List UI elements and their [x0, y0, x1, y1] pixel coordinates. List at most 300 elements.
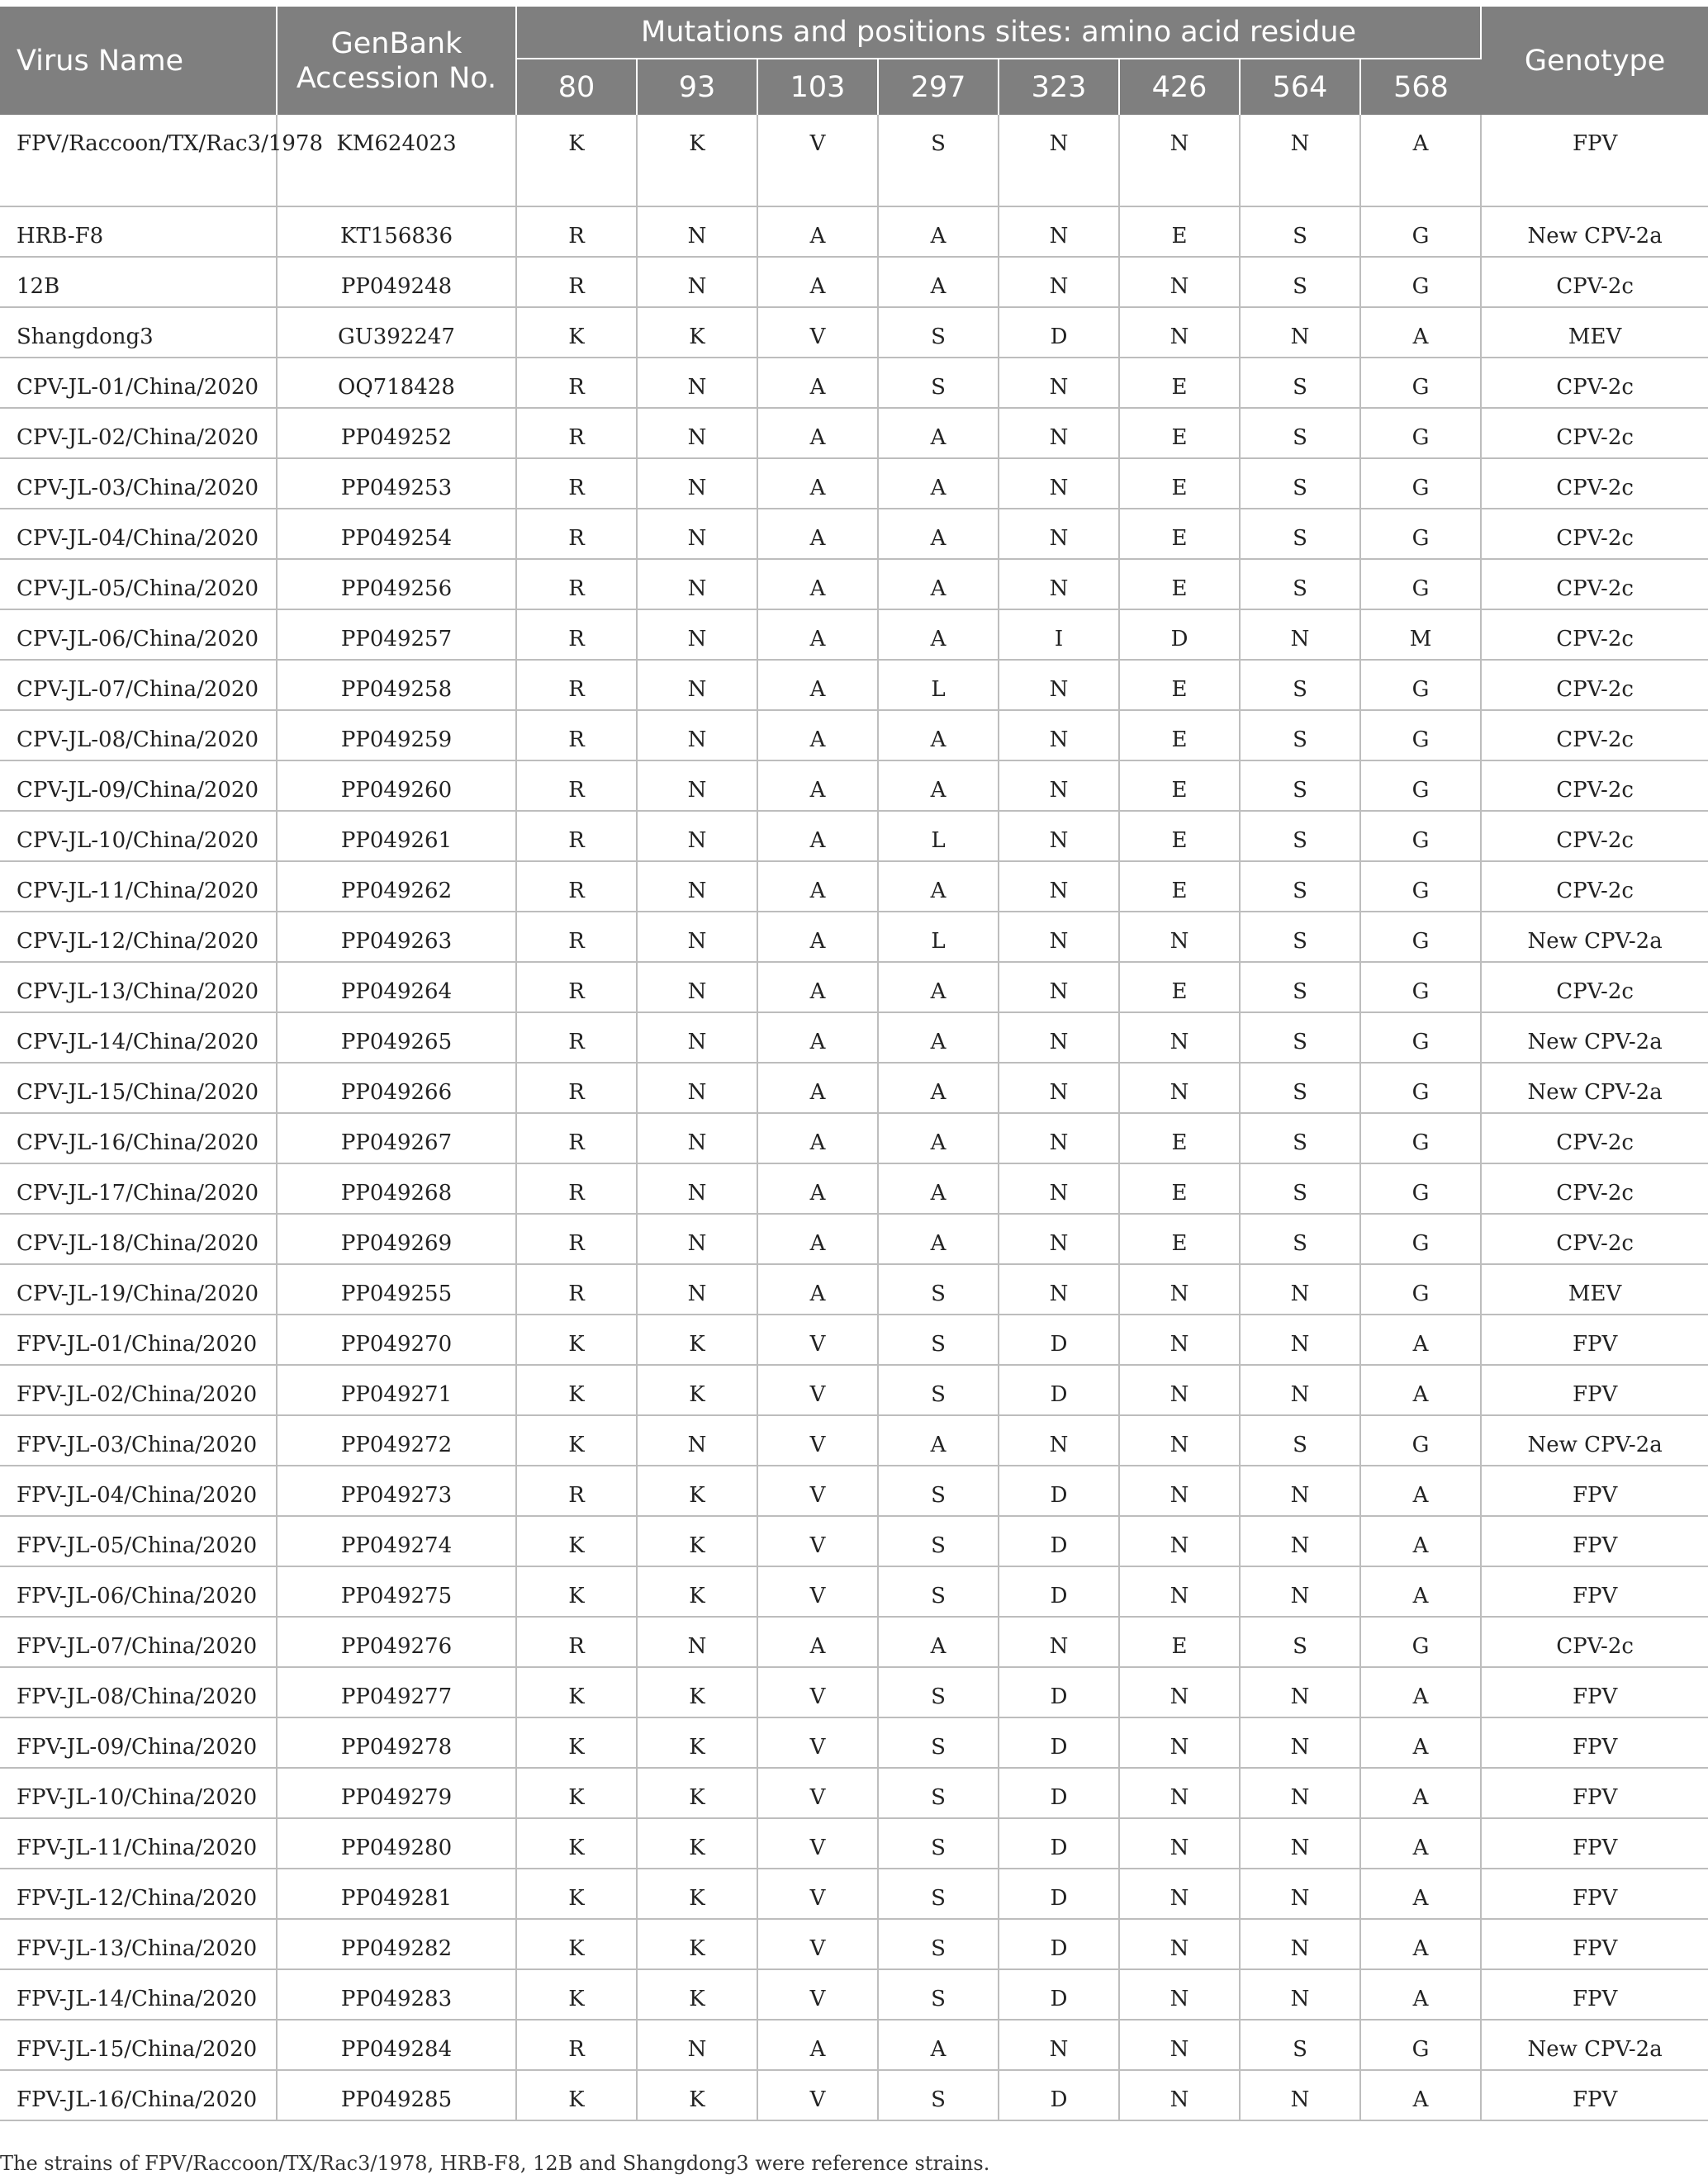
- residue-cell: K: [516, 1717, 637, 1768]
- residue-cell: S: [878, 115, 999, 206]
- residue-cell: A: [878, 1063, 999, 1113]
- residue-cell: E: [1119, 811, 1240, 861]
- residue-cell: S: [878, 1919, 999, 1969]
- residue-cell: M: [1360, 609, 1481, 660]
- residue-cell: A: [757, 912, 878, 962]
- residue-cell: E: [1119, 458, 1240, 509]
- residue-cell: G: [1360, 559, 1481, 609]
- residue-cell: A: [757, 660, 878, 710]
- virus-name-cell: CPV-JL-04/China/2020: [0, 509, 277, 559]
- residue-cell: E: [1119, 358, 1240, 408]
- residue-cell: V: [757, 1365, 878, 1415]
- table-row: [0, 1214, 1708, 1264]
- residue-cell: I: [999, 609, 1119, 660]
- residue-cell: N: [637, 458, 757, 509]
- residue-cell: S: [1240, 206, 1360, 257]
- virus-name-cell: CPV-JL-09/China/2020: [0, 760, 277, 811]
- header-position: 93: [637, 59, 757, 115]
- residue-cell: V: [757, 1516, 878, 1566]
- residue-cell: N: [1240, 1516, 1360, 1566]
- virus-name-cell: Shangdong3: [0, 307, 277, 358]
- residue-cell: S: [878, 1818, 999, 1869]
- residue-cell: S: [1240, 1012, 1360, 1063]
- genotype-cell: CPV-2c: [1481, 660, 1708, 710]
- residue-cell: R: [516, 1113, 637, 1163]
- residue-cell: A: [1360, 115, 1481, 206]
- residue-cell: S: [1240, 1163, 1360, 1214]
- residue-cell: S: [878, 1566, 999, 1617]
- residue-cell: R: [516, 1012, 637, 1063]
- table-row: [0, 358, 1708, 408]
- accession-cell: PP049276: [277, 1617, 516, 1667]
- residue-cell: E: [1119, 206, 1240, 257]
- table-row: [0, 307, 1708, 358]
- table-row: [0, 115, 1708, 206]
- accession-cell: PP049271: [277, 1365, 516, 1415]
- residue-cell: A: [878, 458, 999, 509]
- residue-cell: K: [516, 115, 637, 206]
- table-row: [0, 1617, 1708, 1667]
- genotype-cell: FPV: [1481, 1768, 1708, 1818]
- accession-cell: PP049272: [277, 1415, 516, 1466]
- genotype-cell: CPV-2c: [1481, 760, 1708, 811]
- genotype-cell: New CPV-2a: [1481, 1063, 1708, 1113]
- residue-cell: R: [516, 660, 637, 710]
- genotype-cell: FPV: [1481, 1315, 1708, 1365]
- residue-cell: G: [1360, 660, 1481, 710]
- residue-cell: E: [1119, 1617, 1240, 1667]
- residue-cell: E: [1119, 1163, 1240, 1214]
- residue-cell: A: [1360, 1516, 1481, 1566]
- accession-cell: PP049269: [277, 1214, 516, 1264]
- accession-cell: PP049267: [277, 1113, 516, 1163]
- virus-name-cell: CPV-JL-06/China/2020: [0, 609, 277, 660]
- accession-cell: PP049273: [277, 1466, 516, 1516]
- residue-cell: K: [637, 307, 757, 358]
- residue-cell: N: [1240, 1667, 1360, 1717]
- residue-cell: K: [637, 1315, 757, 1365]
- residue-cell: A: [757, 509, 878, 559]
- header-mutations-group: Mutations and positions sites: amino acid residue: [516, 7, 1481, 59]
- residue-cell: N: [637, 1617, 757, 1667]
- genotype-cell: CPV-2c: [1481, 811, 1708, 861]
- residue-cell: N: [999, 660, 1119, 710]
- residue-cell: K: [637, 1818, 757, 1869]
- table-row: [0, 609, 1708, 660]
- residue-cell: V: [757, 2070, 878, 2120]
- residue-cell: A: [1360, 1768, 1481, 1818]
- accession-cell: PP049248: [277, 257, 516, 307]
- residue-cell: A: [878, 710, 999, 760]
- residue-cell: V: [757, 1969, 878, 2020]
- residue-cell: K: [637, 1919, 757, 1969]
- residue-cell: A: [757, 458, 878, 509]
- residue-cell: A: [878, 257, 999, 307]
- residue-cell: N: [637, 1415, 757, 1466]
- virus-name-cell: CPV-JL-13/China/2020: [0, 962, 277, 1012]
- residue-cell: N: [999, 458, 1119, 509]
- residue-cell: R: [516, 358, 637, 408]
- residue-cell: N: [999, 206, 1119, 257]
- accession-cell: PP049263: [277, 912, 516, 962]
- accession-cell: PP049283: [277, 1969, 516, 2020]
- residue-cell: E: [1119, 1214, 1240, 1264]
- header-position: 568: [1360, 59, 1481, 115]
- genotype-cell: FPV: [1481, 1667, 1708, 1717]
- residue-cell: G: [1360, 1264, 1481, 1315]
- residue-cell: S: [878, 1315, 999, 1365]
- residue-cell: N: [1119, 1818, 1240, 1869]
- table-row: [0, 1717, 1708, 1768]
- genotype-cell: MEV: [1481, 307, 1708, 358]
- residue-cell: A: [1360, 1969, 1481, 2020]
- residue-cell: A: [878, 861, 999, 912]
- table-row: [0, 1516, 1708, 1566]
- residue-cell: K: [637, 1566, 757, 1617]
- residue-cell: R: [516, 1264, 637, 1315]
- residue-cell: G: [1360, 1063, 1481, 1113]
- residue-cell: N: [1119, 1415, 1240, 1466]
- virus-name-cell: FPV-JL-07/China/2020: [0, 1617, 277, 1667]
- residue-cell: K: [516, 1516, 637, 1566]
- genotype-cell: CPV-2c: [1481, 358, 1708, 408]
- virus-name-cell: FPV-JL-15/China/2020: [0, 2020, 277, 2070]
- table-row: [0, 509, 1708, 559]
- residue-cell: N: [637, 257, 757, 307]
- virus-name-cell: CPV-JL-07/China/2020: [0, 660, 277, 710]
- residue-cell: N: [1240, 1869, 1360, 1919]
- residue-cell: N: [999, 861, 1119, 912]
- residue-cell: R: [516, 1214, 637, 1264]
- residue-cell: N: [1119, 1919, 1240, 1969]
- residue-cell: N: [637, 962, 757, 1012]
- virus-name-cell: CPV-JL-02/China/2020: [0, 408, 277, 458]
- residue-cell: A: [757, 1163, 878, 1214]
- residue-cell: N: [1119, 1012, 1240, 1063]
- accession-cell: GU392247: [277, 307, 516, 358]
- residue-cell: S: [1240, 358, 1360, 408]
- table-row: [0, 408, 1708, 458]
- residue-cell: G: [1360, 1113, 1481, 1163]
- residue-cell: G: [1360, 257, 1481, 307]
- accession-cell: PP049274: [277, 1516, 516, 1566]
- residue-cell: A: [1360, 1818, 1481, 1869]
- residue-cell: N: [1119, 1315, 1240, 1365]
- residue-cell: K: [516, 1969, 637, 2020]
- residue-cell: V: [757, 115, 878, 206]
- genotype-cell: FPV: [1481, 1869, 1708, 1919]
- residue-cell: R: [516, 811, 637, 861]
- virus-name-cell: CPV-JL-05/China/2020: [0, 559, 277, 609]
- residue-cell: N: [999, 358, 1119, 408]
- virus-name-cell: FPV-JL-16/China/2020: [0, 2070, 277, 2120]
- residue-cell: V: [757, 307, 878, 358]
- residue-cell: A: [1360, 2070, 1481, 2120]
- table-row: [0, 962, 1708, 1012]
- residue-cell: A: [757, 760, 878, 811]
- accession-cell: PP049278: [277, 1717, 516, 1768]
- genotype-cell: New CPV-2a: [1481, 912, 1708, 962]
- table-row: [0, 1113, 1708, 1163]
- residue-cell: E: [1119, 1113, 1240, 1163]
- genotype-cell: CPV-2c: [1481, 509, 1708, 559]
- residue-cell: V: [757, 1466, 878, 1516]
- residue-cell: N: [1119, 2070, 1240, 2120]
- residue-cell: K: [516, 1415, 637, 1466]
- residue-cell: A: [878, 1617, 999, 1667]
- genotype-cell: CPV-2c: [1481, 408, 1708, 458]
- residue-cell: S: [878, 1869, 999, 1919]
- residue-cell: N: [999, 1163, 1119, 1214]
- residue-cell: A: [878, 1163, 999, 1214]
- residue-cell: R: [516, 408, 637, 458]
- residue-cell: E: [1119, 660, 1240, 710]
- virus-name-cell: CPV-JL-18/China/2020: [0, 1214, 277, 1264]
- residue-cell: S: [878, 1264, 999, 1315]
- accession-cell: PP049282: [277, 1919, 516, 1969]
- residue-cell: A: [757, 710, 878, 760]
- accession-cell: PP049285: [277, 2070, 516, 2120]
- residue-cell: N: [637, 912, 757, 962]
- residue-cell: D: [999, 1667, 1119, 1717]
- residue-cell: G: [1360, 811, 1481, 861]
- residue-cell: S: [1240, 458, 1360, 509]
- residue-cell: G: [1360, 912, 1481, 962]
- residue-cell: V: [757, 1869, 878, 1919]
- genotype-cell: CPV-2c: [1481, 609, 1708, 660]
- accession-cell: PP049260: [277, 760, 516, 811]
- residue-cell: N: [1119, 1667, 1240, 1717]
- genotype-cell: FPV: [1481, 1516, 1708, 1566]
- residue-cell: N: [1240, 1466, 1360, 1516]
- residue-cell: K: [637, 1365, 757, 1415]
- residue-cell: N: [1119, 1063, 1240, 1113]
- accession-cell: PP049264: [277, 962, 516, 1012]
- residue-cell: K: [637, 1717, 757, 1768]
- residue-cell: N: [637, 1113, 757, 1163]
- residue-cell: N: [1240, 2070, 1360, 2120]
- residue-cell: N: [637, 710, 757, 760]
- residue-cell: N: [999, 2020, 1119, 2070]
- table-row: [0, 1768, 1708, 1818]
- virus-name-cell: FPV-JL-09/China/2020: [0, 1717, 277, 1768]
- genotype-cell: CPV-2c: [1481, 1113, 1708, 1163]
- accession-cell: PP049256: [277, 559, 516, 609]
- residue-cell: N: [1119, 1264, 1240, 1315]
- residue-cell: R: [516, 458, 637, 509]
- residue-cell: D: [1119, 609, 1240, 660]
- table-row: [0, 2020, 1708, 2070]
- residue-cell: R: [516, 609, 637, 660]
- accession-cell: PP049257: [277, 609, 516, 660]
- residue-cell: V: [757, 1566, 878, 1617]
- residue-cell: G: [1360, 2020, 1481, 2070]
- accession-cell: PP049277: [277, 1667, 516, 1717]
- residue-cell: N: [999, 1264, 1119, 1315]
- residue-cell: N: [1119, 1717, 1240, 1768]
- residue-cell: N: [999, 760, 1119, 811]
- residue-cell: A: [878, 509, 999, 559]
- genotype-cell: FPV: [1481, 1919, 1708, 1969]
- virus-name-cell: FPV/Raccoon/TX/Rac3/1978: [0, 115, 277, 206]
- residue-cell: N: [999, 1415, 1119, 1466]
- residue-cell: S: [1240, 1415, 1360, 1466]
- residue-cell: N: [637, 358, 757, 408]
- header-position: 564: [1240, 59, 1360, 115]
- genotype-cell: CPV-2c: [1481, 559, 1708, 609]
- accession-cell: PP049265: [277, 1012, 516, 1063]
- virus-name-cell: CPV-JL-19/China/2020: [0, 1264, 277, 1315]
- table-row: [0, 811, 1708, 861]
- residue-cell: G: [1360, 458, 1481, 509]
- residue-cell: N: [1240, 1717, 1360, 1768]
- residue-cell: E: [1119, 962, 1240, 1012]
- table-row: [0, 1315, 1708, 1365]
- residue-cell: N: [637, 811, 757, 861]
- residue-cell: A: [757, 1063, 878, 1113]
- accession-cell: PP049259: [277, 710, 516, 760]
- residue-cell: N: [637, 1163, 757, 1214]
- residue-cell: A: [757, 962, 878, 1012]
- table-row: [0, 912, 1708, 962]
- virus-name-cell: CPV-JL-17/China/2020: [0, 1163, 277, 1214]
- residue-cell: A: [757, 2020, 878, 2070]
- accession-cell: KT156836: [277, 206, 516, 257]
- residue-cell: S: [1240, 559, 1360, 609]
- residue-cell: N: [1119, 307, 1240, 358]
- genotype-cell: FPV: [1481, 1969, 1708, 2020]
- residue-cell: N: [999, 912, 1119, 962]
- header-position: 297: [878, 59, 999, 115]
- table-row: [0, 660, 1708, 710]
- residue-cell: N: [1240, 1768, 1360, 1818]
- residue-cell: N: [1119, 2020, 1240, 2070]
- residue-cell: A: [757, 559, 878, 609]
- header-virus-name: Virus Name: [0, 7, 277, 115]
- residue-cell: N: [1240, 1365, 1360, 1415]
- residue-cell: A: [878, 1214, 999, 1264]
- residue-cell: K: [516, 2070, 637, 2120]
- residue-cell: N: [999, 962, 1119, 1012]
- residue-cell: G: [1360, 206, 1481, 257]
- virus-name-cell: FPV-JL-14/China/2020: [0, 1969, 277, 2020]
- residue-cell: N: [999, 559, 1119, 609]
- residue-cell: S: [1240, 1214, 1360, 1264]
- residue-cell: S: [1240, 408, 1360, 458]
- table-row: [0, 1566, 1708, 1617]
- residue-cell: N: [637, 559, 757, 609]
- residue-cell: A: [757, 1113, 878, 1163]
- accession-cell: PP049253: [277, 458, 516, 509]
- residue-cell: N: [1119, 1516, 1240, 1566]
- accession-cell: PP049268: [277, 1163, 516, 1214]
- residue-cell: K: [637, 1667, 757, 1717]
- residue-cell: N: [999, 115, 1119, 206]
- table-row: [0, 1466, 1708, 1516]
- residue-cell: A: [757, 811, 878, 861]
- residue-cell: N: [637, 1214, 757, 1264]
- residue-cell: N: [1240, 1315, 1360, 1365]
- residue-cell: S: [878, 2070, 999, 2120]
- residue-cell: A: [757, 408, 878, 458]
- residue-cell: A: [757, 1264, 878, 1315]
- residue-cell: N: [637, 861, 757, 912]
- accession-cell: PP049255: [277, 1264, 516, 1315]
- genotype-cell: FPV: [1481, 1466, 1708, 1516]
- residue-cell: N: [1240, 1264, 1360, 1315]
- residue-cell: E: [1119, 509, 1240, 559]
- virus-name-cell: CPV-JL-14/China/2020: [0, 1012, 277, 1063]
- residue-cell: G: [1360, 509, 1481, 559]
- residue-cell: S: [1240, 509, 1360, 559]
- genotype-cell: CPV-2c: [1481, 962, 1708, 1012]
- residue-cell: E: [1119, 710, 1240, 760]
- residue-cell: A: [878, 1415, 999, 1466]
- table-row: [0, 1012, 1708, 1063]
- table-footnote: The strains of FPV/Raccoon/TX/Rac3/1978, HRB-F8, 12B and Shangdong3 were reference strains.: [0, 2152, 990, 2175]
- table-row: [0, 458, 1708, 509]
- residue-cell: N: [637, 206, 757, 257]
- residue-cell: N: [1240, 1818, 1360, 1869]
- virus-name-cell: CPV-JL-11/China/2020: [0, 861, 277, 912]
- genotype-cell: CPV-2c: [1481, 458, 1708, 509]
- virus-name-cell: FPV-JL-13/China/2020: [0, 1919, 277, 1969]
- residue-cell: A: [878, 760, 999, 811]
- virus-name-cell: CPV-JL-10/China/2020: [0, 811, 277, 861]
- residue-cell: K: [516, 307, 637, 358]
- virus-name-cell: CPV-JL-08/China/2020: [0, 710, 277, 760]
- residue-cell: E: [1119, 861, 1240, 912]
- residue-cell: D: [999, 1516, 1119, 1566]
- residue-cell: N: [999, 1063, 1119, 1113]
- table-row: [0, 559, 1708, 609]
- residue-cell: V: [757, 1818, 878, 1869]
- residue-cell: N: [1240, 1566, 1360, 1617]
- residue-cell: A: [878, 408, 999, 458]
- residue-cell: G: [1360, 710, 1481, 760]
- genotype-cell: CPV-2c: [1481, 257, 1708, 307]
- residue-cell: E: [1119, 760, 1240, 811]
- residue-cell: A: [757, 257, 878, 307]
- residue-cell: R: [516, 912, 637, 962]
- residue-cell: S: [1240, 1113, 1360, 1163]
- residue-cell: G: [1360, 1163, 1481, 1214]
- genotype-cell: CPV-2c: [1481, 861, 1708, 912]
- genotype-cell: New CPV-2a: [1481, 1012, 1708, 1063]
- residue-cell: N: [1119, 1768, 1240, 1818]
- genotype-cell: CPV-2c: [1481, 1617, 1708, 1667]
- residue-cell: S: [878, 307, 999, 358]
- residue-cell: S: [1240, 660, 1360, 710]
- residue-cell: V: [757, 1919, 878, 1969]
- accession-cell: PP049270: [277, 1315, 516, 1365]
- residue-cell: S: [878, 1365, 999, 1415]
- accession-cell: PP049284: [277, 2020, 516, 2070]
- accession-cell: PP049252: [277, 408, 516, 458]
- residue-cell: A: [1360, 1466, 1481, 1516]
- residue-cell: S: [1240, 1617, 1360, 1667]
- residue-cell: A: [1360, 1717, 1481, 1768]
- header-position: 426: [1119, 59, 1240, 115]
- virus-name-cell: FPV-JL-11/China/2020: [0, 1818, 277, 1869]
- residue-cell: S: [1240, 760, 1360, 811]
- residue-cell: R: [516, 257, 637, 307]
- residue-cell: K: [516, 1768, 637, 1818]
- residue-cell: N: [999, 1012, 1119, 1063]
- residue-cell: A: [878, 206, 999, 257]
- virus-name-cell: FPV-JL-08/China/2020: [0, 1667, 277, 1717]
- virus-name-cell: 12B: [0, 257, 277, 307]
